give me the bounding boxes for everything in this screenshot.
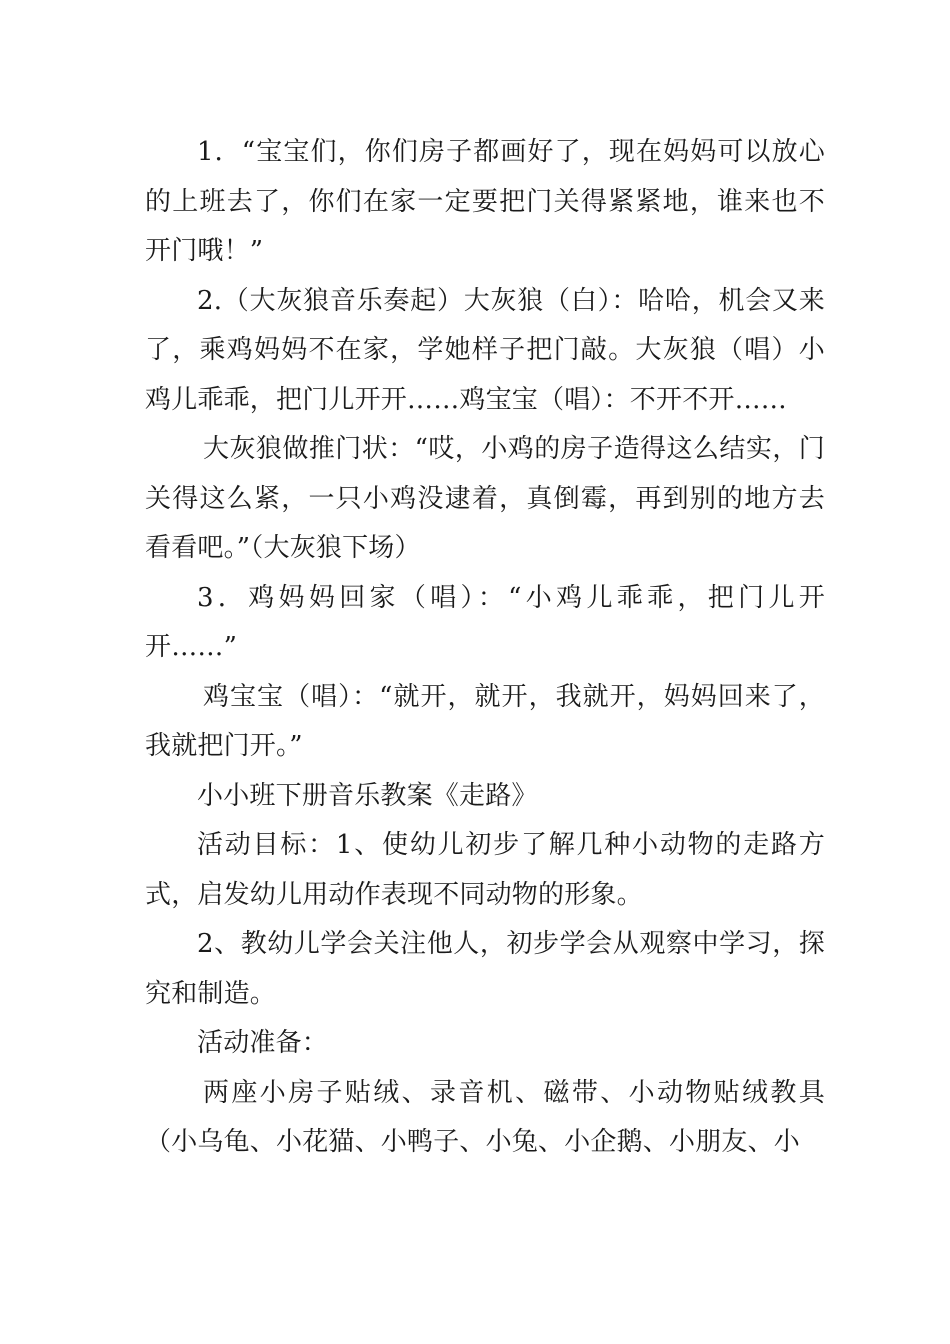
paragraph-goals-2: 2、教幼儿学会关注他人，初步学会从观察中学习，探究和制造。 (145, 929, 825, 1009)
paragraph-5: 鸡宝宝（唱）：“就开，就开，我就开，妈妈回来了，我就把门开。” (145, 681, 825, 761)
paragraph-2: 2.（大灰狼音乐奏起）大灰狼（白）：哈哈，机会又来了，乘鸡妈妈不在家，学她样子把门敲。大灰狼（唱）小鸡儿乖乖，把门儿开开……鸡宝宝（唱）：不开不开…… (145, 285, 825, 415)
paragraph-goals: 活动目标：1、使幼儿初步了解几种小动物的走路方式，启发幼儿用动作表现不同动物的形象。 (145, 830, 825, 910)
paragraph-4: 3．鸡妈妈回家（唱）：“小鸡儿乖乖，把门儿开开……” (145, 582, 825, 662)
paragraph-preparation-heading: 活动准备： (197, 1028, 329, 1058)
section-title: 小小班下册音乐教案《走路》 (197, 780, 538, 811)
document-body (145, 128, 825, 1168)
paragraph-preparation: 两座小房子贴绒、录音机、磁带、小动物贴绒教具（小乌龟、小花猫、小鸭子、小兔、小企鹅、小朋友、小 (145, 1077, 825, 1157)
paragraph-1: 1．“宝宝们，你们房子都画好了，现在妈妈可以放心的上班去了，你们在家一定要把门关得紧紧地，谁来也不开门哦！” (145, 137, 825, 266)
paragraph-3: 大灰狼做推门状：“哎，小鸡的房子造得这么结实，门关得这么紧，一只小鸡没逮着，真倒霉，再到别的地方去看看吧。”（大灰狼下场） (145, 434, 825, 563)
